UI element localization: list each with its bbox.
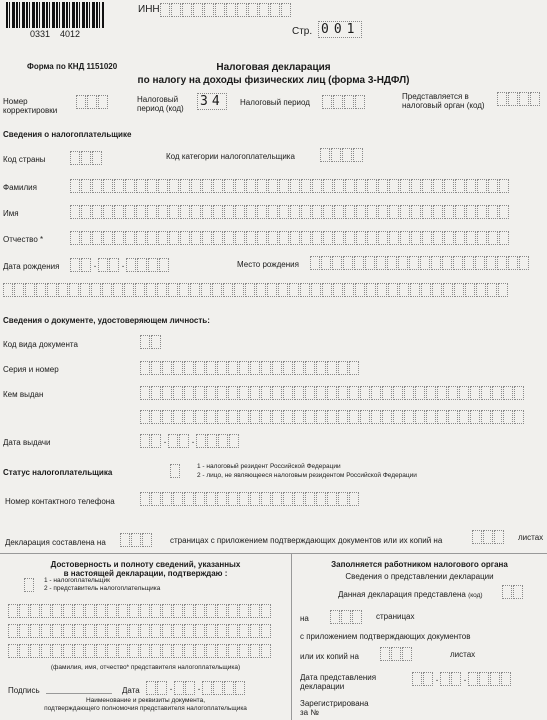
tax-period-code-line1: Налоговый [137,95,179,104]
confirm-date-cells[interactable]: . . [146,681,246,695]
inn-cells[interactable] [160,3,292,17]
title-line-2: по налогу на доходы физических лиц (форма 3-НДФЛ) [137,75,410,86]
doc-type-code-cells[interactable] [140,335,162,349]
correction-label-line2: корректировки [3,106,58,115]
pages-middle: страницах с приложением подтверждающих документов или их копий на [170,536,443,545]
office-date-line1: Дата представления [300,673,377,682]
confirm-title [0,560,291,578]
office-subtitle: Сведения о представлении декларации [345,572,494,581]
phone-label: Номер контактного телефона [5,497,115,506]
document-section-title: Сведения о документе, удостоверяющем личность: [3,316,210,325]
birth-place-label: Место рождения [237,260,299,269]
series-number-cells[interactable] [140,361,360,375]
bottom-separator [0,553,547,554]
pages-cells[interactable] [120,533,153,547]
submitted-to-cells[interactable] [497,92,541,106]
country-code-cells[interactable] [70,151,103,165]
barcode [6,2,104,28]
form-code: Форма по КНД 1151020 [27,62,118,71]
tax-period-cells[interactable] [322,95,366,109]
issued-by-label: Кем выдан [3,390,44,399]
document-caption-line1: Наименование и реквизиты документа, [85,697,206,704]
correction-label-line1: Номер [3,97,28,106]
office-code-cells[interactable] [502,585,524,599]
pages-suffix: листах [518,533,544,542]
status-options [197,462,417,480]
document-caption [0,697,291,713]
confirm-options [44,577,160,593]
series-number-label: Серия и номер [3,365,59,374]
issue-date-cells[interactable]: . . [140,434,240,448]
office-on-label: на [300,614,309,623]
submitted-to-line1: Представляется в [402,92,469,101]
submitted-to-line2: налоговый орган (код) [402,101,485,110]
signature-label: Подпись [8,686,40,695]
correction-cells[interactable] [76,95,109,109]
representative-cells-1[interactable] [8,604,272,618]
page-label: Стр. [292,26,313,37]
category-code-cells[interactable] [320,148,364,162]
document-caption-line2: подтверждающего полномочия представителя налогоплательщика [44,705,247,712]
representative-caption: (фамилия, имя, отчество* представителя налогоплательщика) [50,664,241,671]
pages-prefix: Декларация составлена на [5,538,106,547]
barcode-number: 0331 4012 [30,29,81,39]
office-date-line2: декларации [300,682,345,691]
confirm-title-line2: в настоящей декларации, подтверждаю : [63,569,228,578]
confirm-option-1: 1 - налогоплательщик [44,577,111,584]
issue-date-label: Дата выдачи [3,438,51,447]
representative-cells-3[interactable] [8,644,272,658]
issued-by-cells-1[interactable] [140,386,525,400]
office-registered-label [300,699,369,717]
inn-label: ИНН [138,4,160,15]
surname-cells[interactable] [70,179,510,193]
correction-label [3,97,57,115]
tax-period-code-label [137,95,184,113]
signature-line [46,693,112,694]
confirm-date-label: Дата [122,686,140,695]
status-label: Статус налогоплательщика [3,468,113,477]
birth-date-label: Дата рождения [3,262,60,271]
status-cell[interactable] [170,464,181,478]
confirm-title-line1: Достоверность и полноту сведений, указанных [50,560,241,569]
office-date-label [300,673,376,691]
office-attachments-label: с приложением подтверждающих документов [300,632,471,641]
title-line-1: Налоговая декларация [216,62,331,73]
patronymic-label: Отчество * [3,235,44,244]
surname-label: Фамилия [3,183,37,192]
office-submitted-label [338,590,483,600]
representative-cells-2[interactable] [8,624,272,638]
office-title: Заполняется работником налогового органа [331,560,508,569]
office-sheets-cells[interactable] [380,647,413,661]
office-registered-line1: Зарегистрирована [300,699,369,708]
birth-place-cells-2[interactable] [3,283,509,297]
patronymic-cells[interactable] [70,231,510,245]
category-code-label: Код категории налогоплательщика [166,152,295,161]
name-cells[interactable] [70,205,510,219]
office-copies-label: или их копий на [300,652,359,661]
phone-cells[interactable] [140,492,360,506]
office-submitted-text: Данная декларация представлена [338,590,466,599]
office-date-cells[interactable]: . . [412,672,512,686]
office-registered-line2: за № [300,708,319,717]
office-code-text: (код) [468,592,483,599]
birth-date-cells[interactable]: . . [70,258,170,272]
office-sheets-label: листах [450,650,476,659]
name-label: Имя [3,209,19,218]
tax-period-label: Налоговый период [240,98,310,107]
page-number: 001 [318,21,362,38]
issued-by-cells-2[interactable] [140,410,525,424]
birth-place-cells-1[interactable] [310,256,530,270]
submitted-to-label [402,92,485,110]
status-option-1: 1 - налоговый резидент Российской Федерации [197,463,341,470]
sheets-cells[interactable] [472,530,505,544]
confirm-option-2: 2 - представитель налогоплательщика [44,585,161,592]
doc-type-code-label: Код вида документа [3,340,78,349]
tax-period-code-line2: период (код) [137,104,184,113]
status-option-2: 2 - лицо, не являющееся налоговым резидентом Российской Федерации [197,472,417,479]
country-code-label: Код страны [3,155,46,164]
taxpayer-section-title: Сведения о налогоплательщике [3,130,132,139]
office-pages-cells[interactable] [330,610,363,624]
office-pages-label: страницах [376,612,415,621]
tax-period-code-value[interactable]: 34 [197,93,227,110]
confirm-role-cell[interactable] [24,578,35,592]
